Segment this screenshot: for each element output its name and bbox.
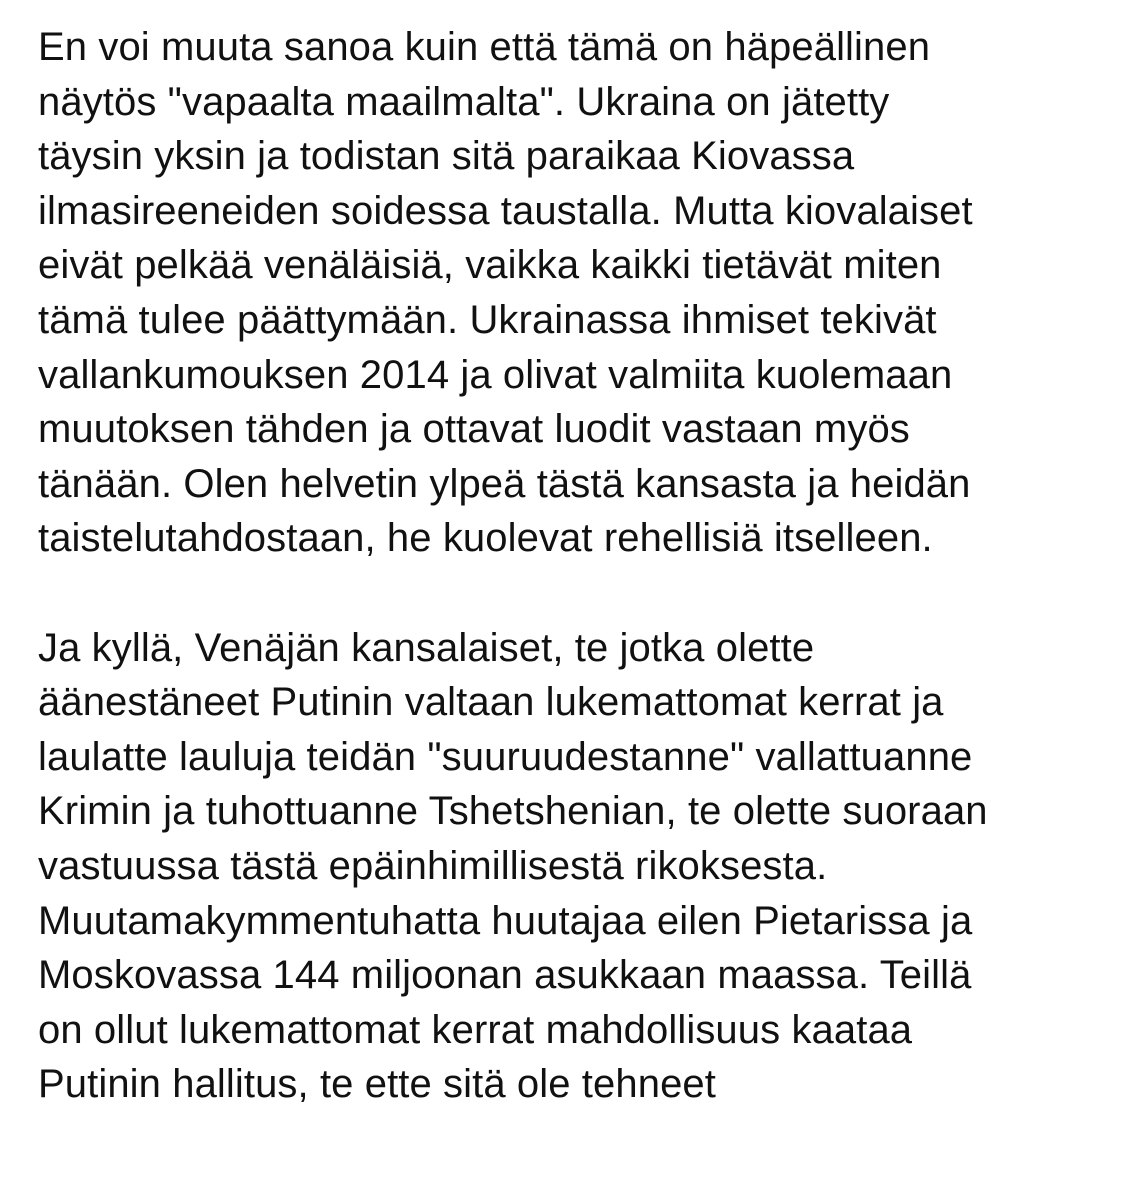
text-line: taistelutahdostaan, he kuolevat rehellisiä itselleen. (38, 516, 933, 561)
text-line: täysin yksin ja todistan sitä paraikaa Kiovassa (38, 134, 855, 179)
text-line: Moskovassa 144 miljoonan asukkaan maassa. Teillä (38, 953, 972, 998)
text-line: Putinin hallitus, te ette sitä ole tehneet (38, 1062, 716, 1107)
post-body (38, 20, 1138, 1112)
text-line: laulatte lauluja teidän "suuruudestanne" vallattuanne (38, 734, 973, 779)
text-line: muutoksen tähden ja ottavat luodit vastaan myös (38, 407, 910, 452)
text-line: on ollut lukemattomat kerrat mahdollisuus kaataa (38, 1007, 913, 1052)
text-line: näytös "vapaalta maailmalta". Ukraina on jätetty (38, 79, 890, 124)
text-line: tämä tulee päättymään. Ukrainassa ihmiset tekivät (38, 297, 937, 342)
text-line: ilmasireeneiden soidessa taustalla. Mutta kiovalaiset (38, 188, 973, 233)
text-line: eivät pelkää venäläisiä, vaikka kaikki tietävät miten (38, 243, 942, 288)
text-line: Krimin ja tuhottuanne Tshetshenian, te olette suoraan (38, 789, 988, 834)
text-line: vastuussa tästä epäinhimillisestä rikoksesta. (38, 843, 828, 888)
text-line: vallankumouksen 2014 ja olivat valmiita kuolemaan (38, 352, 953, 397)
text-line: tänään. Olen helvetin ylpeä tästä kansasta ja heidän (38, 461, 971, 506)
paragraph-1 (38, 20, 1138, 566)
paragraph-2 (38, 621, 1138, 1112)
text-line: En voi muuta sanoa kuin että tämä on häpeällinen (38, 25, 931, 69)
text-line: äänestäneet Putinin valtaan lukemattomat kerrat ja (38, 680, 944, 725)
text-line: Ja kyllä, Venäjän kansalaiset, te jotka olette (38, 625, 815, 670)
text-line: Muutamakymmentuhatta huutajaa eilen Pietarissa ja (38, 898, 973, 943)
